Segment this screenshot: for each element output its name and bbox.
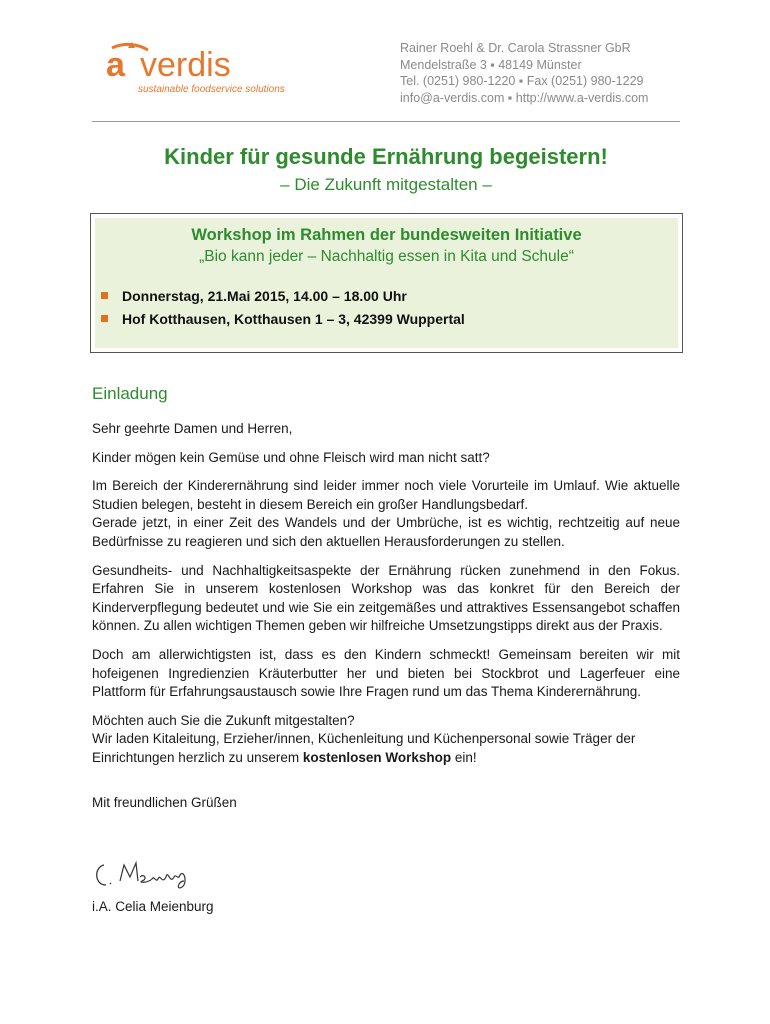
bullet-square-icon bbox=[101, 292, 108, 299]
sender-line: info@a-verdis.com ▪ http://www.a-verdis.com bbox=[400, 90, 649, 105]
bullet-square-icon bbox=[101, 315, 108, 322]
paragraph-3: Doch am allerwichtigsten ist, dass es den Kindern schmeckt! Gemeinsam bereiten wir mit hofeigenen Ingredienzien Kräuterbutter her und bieten bei Stockbrot und Lagerfeuer eine Plattform für Erfahrungsaustausch sowie Ihre Fragen rund um das Thema Kinderernährung. bbox=[92, 646, 680, 700]
intro-question: Kinder mögen kein Gemüse und ohne Fleisch wird man nicht satt? bbox=[92, 449, 490, 465]
initiative-name: „Bio kann jeder – Nachhaltig essen in Kita und Schule“ bbox=[199, 248, 574, 265]
paragraph-1b: Gerade jetzt, in einer Zeit des Wandels und der Umbrüche, ist es wichtig, rechtzeitig auf neue Bedürfnisse zu reagieren und sich den aktuellen Herausforderungen zu stellen. bbox=[92, 515, 680, 549]
paragraph-4-question: Möchten auch Sie die Zukunft mitgestalten? bbox=[92, 712, 355, 728]
signer-name: i.A. Celia Meienburg bbox=[92, 899, 214, 914]
signature-icon bbox=[92, 855, 212, 895]
page-subtitle: – Die Zukunft mitgestalten – bbox=[280, 175, 492, 194]
workshop-heading: Workshop im Rahmen der bundesweiten Initiative bbox=[191, 226, 582, 244]
svg-text:a: a bbox=[106, 46, 125, 84]
invitation-text: Wir laden Kitaleitung, Erzieher/innen, Küchenleitung und Küchenpersonal sowie Träger der Einrichtungen herzlich zu unserem bbox=[92, 731, 636, 765]
event-date: Donnerstag, 21.Mai 2015, 14.00 – 18.00 Uhr bbox=[122, 288, 407, 304]
section-heading: Einladung bbox=[92, 384, 168, 403]
event-info-box bbox=[90, 213, 683, 353]
averdis-logo-icon bbox=[104, 40, 304, 86]
salutation: Sehr geehrte Damen und Herren, bbox=[92, 421, 293, 436]
letter-body bbox=[92, 420, 680, 822]
svg-text:verdis: verdis bbox=[140, 46, 231, 84]
paragraph-1: Im Bereich der Kinderernährung sind leider immer noch viele Vorurteile im Umlauf. Wie aktuelle Studien belegen, besteht in diesem Bereich ein großer Handlungsbedarf. bbox=[92, 478, 680, 512]
event-location-item bbox=[101, 311, 465, 327]
event-date-item bbox=[101, 288, 407, 304]
sender-line: Rainer Roehl & Dr. Carola Strassner GbR bbox=[400, 41, 631, 55]
sender-line: Tel. (0251) 980-1220 ▪ Fax (0251) 980-1229 bbox=[400, 74, 644, 88]
logo-tagline: sustainable foodservice solutions bbox=[138, 84, 285, 95]
invitation-end: ein! bbox=[451, 749, 477, 765]
header-divider bbox=[92, 121, 680, 122]
invitation-emphasis: kostenlosen Workshop bbox=[302, 749, 452, 765]
handwritten-signature bbox=[92, 855, 212, 895]
closing: Mit freundlichen Grüßen bbox=[92, 794, 237, 810]
company-logo bbox=[104, 40, 304, 100]
sender-line: Mendelstraße 3 ▪ 48149 Münster bbox=[400, 57, 582, 72]
event-location: Hof Kotthausen, Kotthausen 1 – 3, 42399 Wuppertal bbox=[122, 311, 465, 327]
paragraph-2: Gesundheits- und Nachhaltigkeitsaspekte der Ernährung rücken zunehmend in den Fokus. Erfahren Sie in unserem kostenlosen Workshop was das konkret für den Bereich der Kinderverpflegung bedeutet und wie Sie ein zeitgemäßes und attraktives Essensangebot schaffen können. Zu allen wichtigen Themen geben wir hilfreiche Umsetzungstipps direkt aus der Praxis. bbox=[92, 562, 680, 634]
page-title: Kinder für gesunde Ernährung begeistern! bbox=[164, 144, 608, 169]
sender-address bbox=[400, 40, 648, 106]
event-info-panel bbox=[95, 218, 678, 348]
paragraph-4 bbox=[92, 730, 680, 767]
